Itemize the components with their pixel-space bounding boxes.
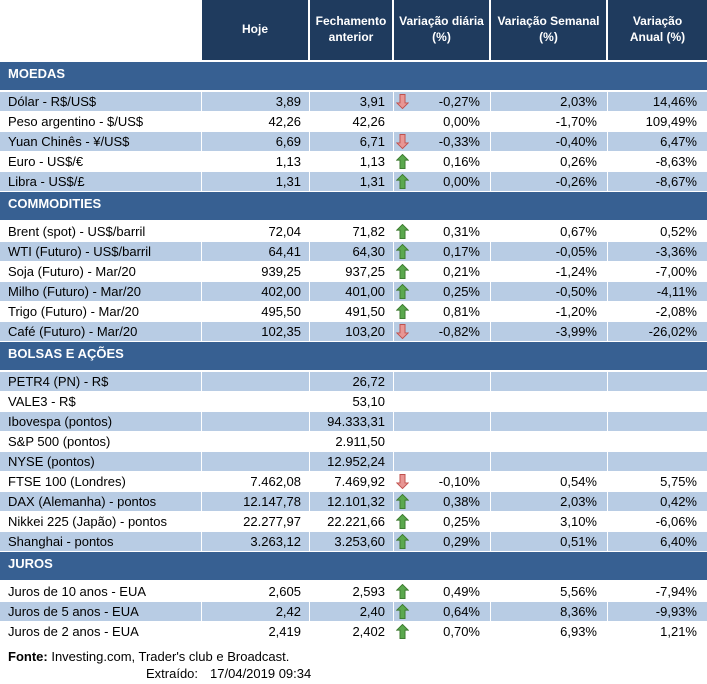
down-arrow-icon <box>396 324 409 339</box>
variacao-diaria-cell <box>394 242 491 262</box>
variacao-diaria-cell <box>394 472 491 492</box>
up-arrow-icon <box>396 584 409 599</box>
row-label: Shanghai - pontos <box>0 532 202 552</box>
variacao-semanal-value <box>491 432 608 452</box>
variacao-semanal-value: 0,51% <box>491 532 608 552</box>
variacao-anual-value: -9,93% <box>608 602 707 622</box>
row-label: Trigo (Futuro) - Mar/20 <box>0 302 202 322</box>
section-title: JUROS <box>8 556 53 571</box>
variacao-diaria-value: 0,21% <box>443 264 480 279</box>
variacao-anual-value <box>608 432 707 452</box>
table-row <box>0 112 707 132</box>
row-label: WTI (Futuro) - US$/barril <box>0 242 202 262</box>
row-label: Café (Futuro) - Mar/20 <box>0 322 202 342</box>
hoje-value: 102,35 <box>202 322 310 342</box>
variacao-diaria-value: 0,00% <box>443 114 480 129</box>
table-row <box>0 262 707 282</box>
section-header-bolsas-e-acoes <box>0 342 707 372</box>
variacao-diaria-value: 0,16% <box>443 154 480 169</box>
section-title: COMMODITIES <box>8 196 102 211</box>
variacao-diaria-cell <box>394 602 491 622</box>
column-header-label: anterior <box>328 30 374 44</box>
variacao-diaria-cell <box>394 262 491 282</box>
row-label: Juros de 2 anos - EUA <box>0 622 202 642</box>
variacao-anual-value: -26,02% <box>608 322 707 342</box>
fechamento-anterior-value: 7.469,92 <box>310 472 394 492</box>
fechamento-anterior-value: 12.101,32 <box>310 492 394 512</box>
variacao-diaria-cell <box>394 412 491 432</box>
variacao-diaria-value: 0,25% <box>443 284 480 299</box>
variacao-anual-value: -6,06% <box>608 512 707 532</box>
variacao-diaria-value: -0,10% <box>438 474 480 489</box>
row-label: Dólar - R$/US$ <box>0 92 202 112</box>
table-row <box>0 432 707 452</box>
up-arrow-icon <box>396 244 409 259</box>
hoje-value: 1,13 <box>202 152 310 172</box>
fechamento-anterior-value: 2,40 <box>310 602 394 622</box>
row-label: PETR4 (PN) - R$ <box>0 372 202 392</box>
table-row <box>0 472 707 492</box>
up-arrow-icon <box>396 514 409 529</box>
hoje-value: 6,69 <box>202 132 310 152</box>
up-arrow-icon <box>396 264 409 279</box>
hoje-value: 495,50 <box>202 302 310 322</box>
variacao-anual-value: 0,52% <box>608 222 707 242</box>
variacao-semanal-value: 5,56% <box>491 582 608 602</box>
variacao-diaria-cell <box>394 532 491 552</box>
fechamento-anterior-value: 401,00 <box>310 282 394 302</box>
table-row <box>0 452 707 472</box>
variacao-semanal-value: -1,24% <box>491 262 608 282</box>
table-row <box>0 602 707 622</box>
column-header-label: (%) <box>539 30 558 44</box>
variacao-semanal-value: 0,54% <box>491 472 608 492</box>
hoje-value: 939,25 <box>202 262 310 282</box>
variacao-semanal-value: -0,05% <box>491 242 608 262</box>
fechamento-anterior-value: 22.221,66 <box>310 512 394 532</box>
variacao-diaria-value: 0,25% <box>443 514 480 529</box>
row-label: Yuan Chinês - ¥/US$ <box>0 132 202 152</box>
variacao-anual-value: 1,21% <box>608 622 707 642</box>
row-label: Milho (Futuro) - Mar/20 <box>0 282 202 302</box>
up-arrow-icon <box>396 154 409 169</box>
up-arrow-icon <box>396 604 409 619</box>
variacao-anual-value: -8,63% <box>608 152 707 172</box>
hoje-value <box>202 432 310 452</box>
fechamento-anterior-value: 42,26 <box>310 112 394 132</box>
source-label: Fonte: <box>8 649 48 664</box>
fechamento-anterior-value: 3.253,60 <box>310 532 394 552</box>
column-header-label: Variação <box>632 14 683 29</box>
row-label: Soja (Futuro) - Mar/20 <box>0 262 202 282</box>
variacao-anual-value: -7,94% <box>608 582 707 602</box>
hoje-value: 3,89 <box>202 92 310 112</box>
fechamento-anterior-value: 491,50 <box>310 302 394 322</box>
row-label: Nikkei 225 (Japão) - pontos <box>0 512 202 532</box>
variacao-semanal-value <box>491 412 608 432</box>
column-header-label: Variação Semanal <box>497 14 600 29</box>
variacao-anual-value <box>608 412 707 432</box>
variacao-diaria-cell <box>394 112 491 132</box>
column-header-variacao-diaria <box>394 0 491 60</box>
variacao-diaria-cell <box>394 452 491 472</box>
variacao-semanal-value: 0,67% <box>491 222 608 242</box>
variacao-diaria-value: -0,82% <box>438 324 480 339</box>
variacao-anual-value: 0,42% <box>608 492 707 512</box>
variacao-semanal-value: -1,20% <box>491 302 608 322</box>
row-label: FTSE 100 (Londres) <box>0 472 202 492</box>
variacao-diaria-cell <box>394 492 491 512</box>
fechamento-anterior-value: 64,30 <box>310 242 394 262</box>
variacao-diaria-cell <box>394 172 491 192</box>
row-label: S&P 500 (pontos) <box>0 432 202 452</box>
table-row <box>0 532 707 552</box>
variacao-semanal-value: 8,36% <box>491 602 608 622</box>
up-arrow-icon <box>396 174 409 189</box>
section-title: BOLSAS E AÇÕES <box>8 346 124 361</box>
up-arrow-icon <box>396 284 409 299</box>
variacao-anual-value <box>608 372 707 392</box>
up-arrow-icon <box>396 304 409 319</box>
hoje-value: 42,26 <box>202 112 310 132</box>
variacao-diaria-value: 0,17% <box>443 244 480 259</box>
table-row <box>0 302 707 322</box>
variacao-semanal-value <box>491 452 608 472</box>
variacao-anual-value: -3,36% <box>608 242 707 262</box>
variacao-anual-value: 5,75% <box>608 472 707 492</box>
column-header-label: Hoje <box>241 22 268 37</box>
table-row <box>0 492 707 512</box>
variacao-diaria-value: -0,33% <box>438 134 480 149</box>
table-row <box>0 392 707 412</box>
table-row <box>0 512 707 532</box>
down-arrow-icon <box>396 474 409 489</box>
variacao-diaria-cell <box>394 432 491 452</box>
extracted-line <box>8 665 707 682</box>
table-row <box>0 282 707 302</box>
variacao-anual-value <box>608 392 707 412</box>
variacao-anual-value: 6,47% <box>608 132 707 152</box>
header-corner-cell <box>0 0 202 60</box>
variacao-diaria-cell <box>394 282 491 302</box>
column-header-row <box>0 0 707 60</box>
source-text: Investing.com, Trader's club e Broadcast. <box>47 649 290 664</box>
variacao-diaria-value: 0,81% <box>443 304 480 319</box>
fechamento-anterior-value: 103,20 <box>310 322 394 342</box>
variacao-semanal-value: 0,26% <box>491 152 608 172</box>
hoje-value: 64,41 <box>202 242 310 262</box>
extracted-timestamp: 17/04/2019 09:34 <box>210 666 312 681</box>
variacao-semanal-value: 3,10% <box>491 512 608 532</box>
variacao-semanal-value: -0,26% <box>491 172 608 192</box>
column-header-fechamento-anterior <box>310 0 394 60</box>
table-row <box>0 582 707 602</box>
variacao-diaria-cell <box>394 372 491 392</box>
fechamento-anterior-value: 26,72 <box>310 372 394 392</box>
up-arrow-icon <box>396 494 409 509</box>
table-row <box>0 412 707 432</box>
variacao-diaria-cell <box>394 302 491 322</box>
variacao-diaria-value: 0,70% <box>443 624 480 639</box>
variacao-diaria-cell <box>394 392 491 412</box>
section-header-moedas <box>0 62 707 92</box>
variacao-anual-value: -2,08% <box>608 302 707 322</box>
row-label: Juros de 10 anos - EUA <box>0 582 202 602</box>
variacao-semanal-value: -0,40% <box>491 132 608 152</box>
fechamento-anterior-value: 94.333,31 <box>310 412 394 432</box>
row-label: VALE3 - R$ <box>0 392 202 412</box>
extracted-label: Extraído: <box>146 666 199 681</box>
fechamento-anterior-value: 2,593 <box>310 582 394 602</box>
fechamento-anterior-value: 2,402 <box>310 622 394 642</box>
variacao-anual-value: 14,46% <box>608 92 707 112</box>
column-header-variacao-semanal <box>491 0 608 60</box>
variacao-semanal-value: 2,03% <box>491 92 608 112</box>
hoje-value: 22.277,97 <box>202 512 310 532</box>
hoje-value <box>202 392 310 412</box>
variacao-anual-value: -4,11% <box>608 282 707 302</box>
up-arrow-icon <box>396 224 409 239</box>
hoje-value <box>202 412 310 432</box>
row-label: NYSE (pontos) <box>0 452 202 472</box>
up-arrow-icon <box>396 624 409 639</box>
fechamento-anterior-value: 937,25 <box>310 262 394 282</box>
variacao-anual-value: -8,67% <box>608 172 707 192</box>
fechamento-anterior-value: 53,10 <box>310 392 394 412</box>
variacao-diaria-value: -0,27% <box>438 94 480 109</box>
table-row <box>0 222 707 242</box>
hoje-value: 402,00 <box>202 282 310 302</box>
hoje-value: 72,04 <box>202 222 310 242</box>
up-arrow-icon <box>396 534 409 549</box>
variacao-diaria-value: 0,64% <box>443 604 480 619</box>
variacao-anual-value: 6,40% <box>608 532 707 552</box>
table-row <box>0 152 707 172</box>
table-row <box>0 322 707 342</box>
hoje-value: 2,419 <box>202 622 310 642</box>
variacao-semanal-value <box>491 392 608 412</box>
variacao-semanal-value: -1,70% <box>491 112 608 132</box>
variacao-diaria-cell <box>394 132 491 152</box>
column-header-label: (%) <box>432 30 451 44</box>
footer <box>0 642 707 682</box>
hoje-value <box>202 452 310 472</box>
row-label: Juros de 5 anos - EUA <box>0 602 202 622</box>
variacao-semanal-value: -3,99% <box>491 322 608 342</box>
fechamento-anterior-value: 3,91 <box>310 92 394 112</box>
variacao-diaria-value: 0,31% <box>443 224 480 239</box>
section-title: MOEDAS <box>8 66 66 81</box>
hoje-value: 3.263,12 <box>202 532 310 552</box>
fechamento-anterior-value: 1,13 <box>310 152 394 172</box>
hoje-value: 7.462,08 <box>202 472 310 492</box>
variacao-semanal-value <box>491 372 608 392</box>
variacao-diaria-cell <box>394 152 491 172</box>
row-label: DAX (Alemanha) - pontos <box>0 492 202 512</box>
variacao-diaria-value: 0,00% <box>443 174 480 189</box>
hoje-value: 1,31 <box>202 172 310 192</box>
hoje-value: 2,605 <box>202 582 310 602</box>
column-header-label: Fechamento <box>315 14 387 29</box>
table-row <box>0 132 707 152</box>
fechamento-anterior-value: 71,82 <box>310 222 394 242</box>
source-line <box>8 648 707 665</box>
fechamento-anterior-value: 1,31 <box>310 172 394 192</box>
table-row <box>0 372 707 392</box>
variacao-diaria-value: 0,29% <box>443 534 480 549</box>
variacao-anual-value: 109,49% <box>608 112 707 132</box>
variacao-semanal-value: 2,03% <box>491 492 608 512</box>
table-row <box>0 172 707 192</box>
down-arrow-icon <box>396 94 409 109</box>
fechamento-anterior-value: 2.911,50 <box>310 432 394 452</box>
section-header-commodities <box>0 192 707 222</box>
table-row <box>0 622 707 642</box>
table-body <box>0 62 707 642</box>
hoje-value: 2,42 <box>202 602 310 622</box>
variacao-diaria-cell <box>394 322 491 342</box>
variacao-diaria-cell <box>394 582 491 602</box>
table-row <box>0 92 707 112</box>
variacao-diaria-cell <box>394 622 491 642</box>
variacao-anual-value: -7,00% <box>608 262 707 282</box>
down-arrow-icon <box>396 134 409 149</box>
row-label: Brent (spot) - US$/barril <box>0 222 202 242</box>
row-label: Euro - US$/€ <box>0 152 202 172</box>
variacao-anual-value <box>608 452 707 472</box>
variacao-diaria-value: 0,49% <box>443 584 480 599</box>
row-label: Peso argentino - $/US$ <box>0 112 202 132</box>
column-header-hoje <box>202 0 310 60</box>
hoje-value <box>202 372 310 392</box>
column-header-label: Variação diária <box>399 14 484 29</box>
variacao-diaria-cell <box>394 512 491 532</box>
section-header-juros <box>0 552 707 582</box>
variacao-semanal-value: 6,93% <box>491 622 608 642</box>
fechamento-anterior-value: 6,71 <box>310 132 394 152</box>
row-label: Libra - US$/£ <box>0 172 202 192</box>
column-header-label: Anual (%) <box>629 30 686 44</box>
fechamento-anterior-value: 12.952,24 <box>310 452 394 472</box>
hoje-value: 12.147,78 <box>202 492 310 512</box>
variacao-diaria-cell <box>394 92 491 112</box>
variacao-diaria-cell <box>394 222 491 242</box>
variacao-semanal-value: -0,50% <box>491 282 608 302</box>
variacao-diaria-value: 0,38% <box>443 494 480 509</box>
column-header-variacao-anual <box>608 0 707 60</box>
table-row <box>0 242 707 262</box>
row-label: Ibovespa (pontos) <box>0 412 202 432</box>
